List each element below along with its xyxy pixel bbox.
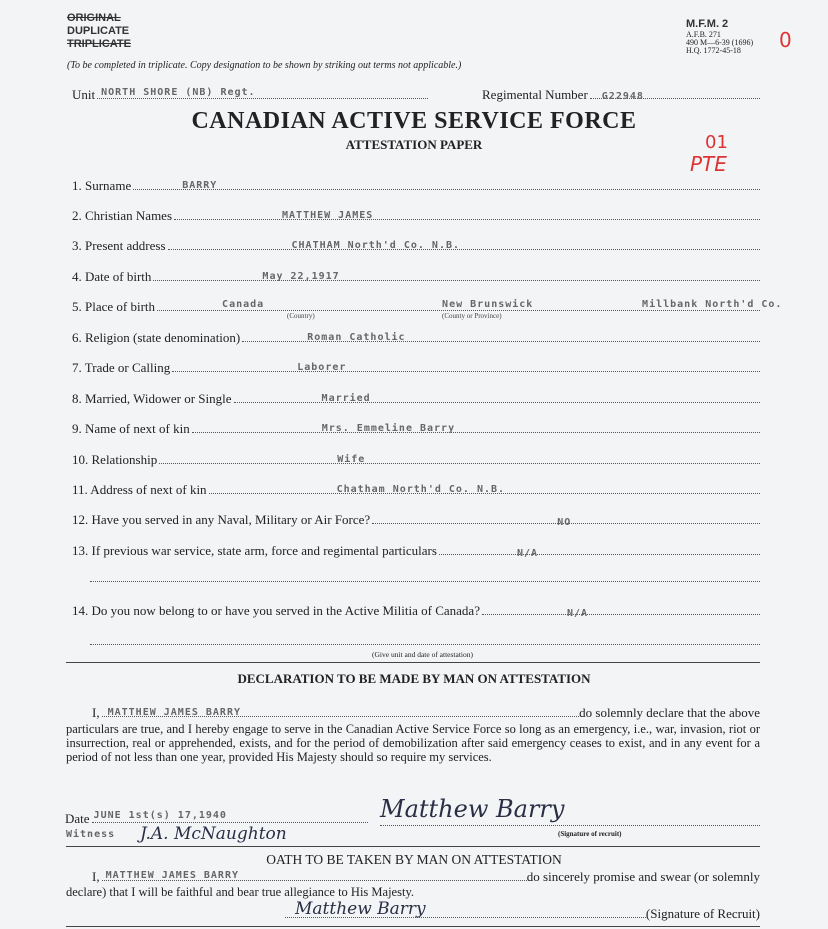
declaration-name: MATTHEW JAMES BARRY xyxy=(107,707,241,718)
divider xyxy=(66,846,760,847)
signature-caption: (Signature of recruit) xyxy=(558,830,622,838)
field-line xyxy=(157,299,783,320)
field-line xyxy=(174,208,760,220)
field-label: 7. Trade or Calling xyxy=(72,360,171,375)
date-label: Date xyxy=(65,811,90,826)
field-value: Laborer xyxy=(297,362,347,373)
unit-value: NORTH SHORE (NB) Regt. xyxy=(101,87,256,98)
copy-duplicate: DUPLICATE xyxy=(67,25,130,37)
oath-line2: declare) that I will be faithful and bear true allegiance to His Majesty. xyxy=(66,885,415,899)
field-label: 4. Date of birth xyxy=(72,269,152,284)
oath-first-line xyxy=(92,869,760,884)
form-field xyxy=(72,360,760,375)
divider xyxy=(66,662,760,663)
form-field xyxy=(72,391,760,406)
field-line xyxy=(153,269,760,281)
form-field xyxy=(72,299,783,320)
oath-signature-caption: (Signature of Recruit) xyxy=(645,906,760,921)
field-line xyxy=(159,452,760,464)
form-field xyxy=(72,512,760,527)
copy-original: ORIGINAL xyxy=(67,12,121,24)
declaration-heading: DECLARATION TO BE MADE BY MAN ON ATTESTATION xyxy=(237,671,591,686)
form-ref: 490 M—6-39 (1696) xyxy=(686,38,754,47)
oath-heading: OATH TO BE TAKEN BY MAN ON ATTESTATION xyxy=(266,852,562,867)
form-field xyxy=(72,208,760,223)
field-line xyxy=(439,543,760,559)
divider xyxy=(66,926,760,927)
field-value: Roman Catholic xyxy=(307,332,406,343)
page-title: CANADIAN ACTIVE SERVICE FORCE xyxy=(191,108,637,134)
recruit-signature: Matthew Barry xyxy=(380,795,565,823)
form-field xyxy=(72,482,760,497)
field-value-place: Millbank North'd Co. xyxy=(642,299,783,310)
oath-name: MATTHEW JAMES BARRY xyxy=(105,870,239,881)
page-subtitle: ATTESTATION PAPER xyxy=(345,137,483,152)
field-line xyxy=(242,330,760,342)
form-field xyxy=(72,543,760,558)
witness-label: Witness xyxy=(66,829,116,840)
field-label: 6. Religion (state denomination) xyxy=(72,330,241,345)
dotted-line xyxy=(90,644,760,645)
form-field xyxy=(72,178,760,193)
field-line xyxy=(234,391,760,403)
unit-label: Unit xyxy=(72,87,96,102)
field-label: 10. Relationship xyxy=(72,452,158,467)
signature-line xyxy=(380,825,760,826)
form-field xyxy=(72,421,760,436)
declaration-first-line xyxy=(92,705,760,720)
instruction-note: (To be completed in triplicate. Copy designation to be shown by striking out terms not applicable.) xyxy=(67,60,462,71)
give-unit-caption: (Give unit and date of attestation) xyxy=(372,650,474,659)
field-line xyxy=(168,238,760,250)
field-line xyxy=(172,360,760,372)
regimental-number-value: G22948 xyxy=(601,91,644,102)
regimental-number-field xyxy=(482,87,760,102)
field-line xyxy=(209,482,760,494)
field-line xyxy=(133,178,760,190)
field-label: 11. Address of next of kin xyxy=(72,482,207,497)
field-value: Mrs. Emmeline Barry xyxy=(321,423,456,434)
field-label: 2. Christian Names xyxy=(72,208,173,223)
red-rank-annotation: PTE xyxy=(690,152,727,176)
field-value: Married xyxy=(321,393,371,404)
field-line xyxy=(482,603,760,619)
field-value: Canada xyxy=(222,299,265,310)
red-number-annotation: 01 xyxy=(705,132,728,153)
form-field xyxy=(72,603,760,618)
oath-signature: Matthew Barry xyxy=(295,899,426,919)
field-label: 9. Name of next of kin xyxy=(72,421,190,436)
form-reference xyxy=(686,18,753,55)
form-field xyxy=(72,238,760,253)
field-label: 12. Have you served in any Naval, Military or Air Force? xyxy=(72,512,371,527)
field-value: Chatham North'd Co. N.B. xyxy=(336,484,506,495)
red-circle-mark: 0 xyxy=(779,28,792,52)
form-field xyxy=(72,330,760,345)
field-value: Wife xyxy=(337,454,366,465)
field-value: NO xyxy=(557,517,572,528)
field-label: 1. Surname xyxy=(72,178,132,193)
field-label: 3. Present address xyxy=(72,238,166,253)
form-ref: H.Q. 1772-45-18 xyxy=(686,46,741,55)
oath-signature-line xyxy=(285,899,760,921)
field-line xyxy=(192,421,760,433)
field-caption-province: (County or Province) xyxy=(442,312,502,320)
oath-line1: do sincerely promise and swear (or solemnly xyxy=(526,869,760,884)
regimental-number-label: Regimental Number xyxy=(482,87,588,102)
declaration-line1: do solemnly declare that the above xyxy=(579,705,760,720)
field-label: 14. Do you now belong to or have you served in the Active Militia of Canada? xyxy=(72,603,480,618)
field-caption-country: (Country) xyxy=(287,312,315,320)
form-field xyxy=(72,452,760,467)
declaration-body: particulars are true, and I hereby engage to serve in the Canadian Active Service Force so long as an emergency, i.e., war, invasion, riot or insurrection, real or apprehended, exists, and for the period of demobilization after said emergency ceases to exist, and in any event for a period of not less than one year, provided His Majesty should so require my services. xyxy=(66,722,760,764)
unit-field xyxy=(72,87,428,102)
field-value: MATTHEW JAMES xyxy=(282,210,374,221)
field-label: 8. Married, Widower or Single xyxy=(72,391,232,406)
field-value: BARRY xyxy=(182,180,218,191)
copy-designation xyxy=(67,12,131,51)
form-field xyxy=(72,269,760,284)
oath-i: I, xyxy=(92,869,100,884)
field-value: May 22,1917 xyxy=(262,271,340,282)
field-label: 5. Place of birth xyxy=(72,299,156,314)
form-ref: A.F.B. 271 xyxy=(686,30,721,39)
witness-signature: J.A. McNaughton xyxy=(140,824,287,844)
copy-triplicate: TRIPLICATE xyxy=(67,38,131,50)
field-label: 13. If previous war service, state arm, force and regimental particulars xyxy=(72,543,437,558)
field-value: CHATHAM North'd Co. N.B. xyxy=(291,240,461,251)
form-id: M.F.M. 2 xyxy=(686,18,729,30)
field-value: N/A xyxy=(516,548,538,559)
declaration-i: I, xyxy=(92,705,100,720)
dotted-line xyxy=(90,581,760,582)
field-value-province: New Brunswick xyxy=(442,299,534,310)
field-value: N/A xyxy=(566,608,589,619)
field-line xyxy=(372,512,760,528)
date-value: JUNE 1st(s) 17,1940 xyxy=(93,810,227,821)
